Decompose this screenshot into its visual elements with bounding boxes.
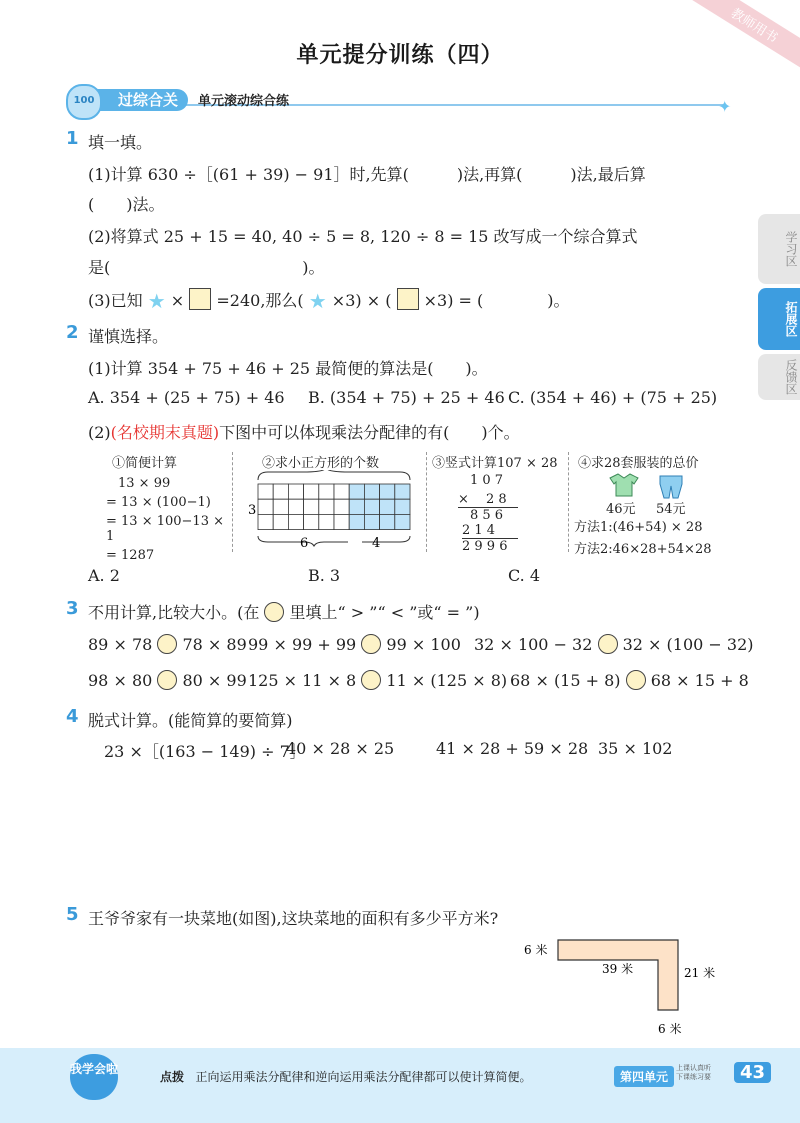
grid-square (273, 514, 288, 529)
figure-3-head: ③竖式计算107 × 28 (432, 456, 558, 471)
option-c: C. (354 + 46) + (75 + 25) (508, 388, 718, 407)
compare-right: 68 × 15 + 8 (650, 671, 749, 690)
grid-square (273, 499, 288, 514)
square-shape-icon (397, 288, 419, 310)
q2-line1: (1)计算 354 + 75 + 46 + 25 最简便的算法是( )。 (88, 359, 488, 378)
vertical-calc-row: 8 5 6 (470, 508, 504, 523)
compare-right: 80 × 99 (182, 671, 247, 690)
method-2: 方法2:46×28+54×28 (574, 542, 712, 557)
grid-square (304, 499, 319, 514)
method-1: 方法1:(46+54) × 28 (574, 520, 703, 535)
figure-3 (432, 452, 567, 554)
dim-top: 6 米 (524, 943, 548, 957)
vertical-calc-row: × 2 8 (458, 488, 518, 508)
grid-square (258, 499, 273, 514)
compare-left: 125 × 11 × 8 (248, 671, 357, 690)
unit-label: 第四单元 (614, 1066, 674, 1087)
grid-square (395, 499, 410, 514)
q3-title-b: 里填上“ > ”“ < ”或“ = ”) (289, 603, 480, 622)
q1-line3: (2)将算式 25 + 15 = 40, 40 ÷ 5 = 8, 120 ÷ 8 = 15 改写成一个综合算式 (88, 227, 638, 246)
grid-bottom-label: 6 (300, 536, 309, 550)
compare-left: 32 × 100 − 32 (474, 635, 593, 654)
question-number: 2 (66, 322, 79, 343)
q1-l5-text: =240,那么( (216, 291, 304, 310)
grid-square (258, 484, 273, 499)
q1-line5 (88, 288, 570, 313)
grid-square (288, 484, 303, 499)
calc-item: 40 × 28 × 25 (286, 739, 395, 758)
vertical-calc-row: 2 9 9 6 (462, 539, 508, 554)
q1-line4: 是( )。 (88, 258, 325, 277)
compare-item (474, 634, 754, 654)
compare-item (248, 634, 461, 654)
compare-left: 99 × 99 + 99 (248, 635, 357, 654)
compare-right: 78 × 89 (182, 635, 247, 654)
compare-item (88, 634, 247, 654)
grid-square (334, 484, 349, 499)
figure-1-head: ①简便计算 (112, 456, 178, 471)
compare-item (248, 670, 507, 690)
compare-left: 89 × 78 (88, 635, 153, 654)
figure-4-head: ④求28套服装的总价 (578, 456, 699, 471)
q1-line1: (1)计算 630 ÷［(61 + 39) − 91］时,先算( )法,再算( )法,最后算 (88, 165, 646, 184)
grid-square (380, 514, 395, 529)
grid-square (395, 484, 410, 499)
page-number: 43 (734, 1062, 771, 1083)
footer-small-text (676, 1064, 711, 1082)
price-1: 46元 (606, 502, 636, 517)
answer-a: A. 2 (88, 566, 120, 585)
calc-row: = 13 × (100−1) (106, 495, 211, 510)
corner-stamp: 教师用书 (676, 0, 800, 80)
exam-tag: (名校期末真题) (110, 423, 220, 442)
q1-l5-text: ×3) = ( )。 (423, 291, 570, 310)
answer-circle[interactable] (157, 670, 177, 690)
answer-circle[interactable] (598, 634, 618, 654)
section-subtitle: 单元滚动综合练 (198, 94, 290, 109)
tip-label: 点拨 (160, 1070, 185, 1084)
compare-right: 11 × (125 × 8) (386, 671, 508, 690)
calc-item: 23 ×［(163 − 149) ÷ 7］ (104, 742, 306, 761)
grid-square (334, 514, 349, 529)
compare-item (88, 670, 247, 690)
star-shape-icon: ★ (308, 289, 327, 313)
answer-b: B. 3 (308, 566, 341, 585)
answer-circle[interactable] (361, 634, 381, 654)
grid-square (395, 514, 410, 529)
grid-square (380, 499, 395, 514)
figure-2 (242, 452, 422, 471)
star-icon: ✦ (718, 97, 732, 116)
vertical-calc-row: 2 1 4 (462, 523, 518, 539)
question-number: 4 (66, 706, 79, 727)
page-title: 单元提分训练（四） (296, 43, 504, 68)
grid-square (258, 514, 273, 529)
calc-row: = 1287 (106, 548, 155, 563)
answer-circle[interactable] (157, 634, 177, 654)
grid-square (349, 514, 364, 529)
vertical-calc-row: 1 0 7 (470, 473, 504, 488)
compare-right: 32 × (100 − 32) (622, 635, 754, 654)
grid-square (334, 499, 349, 514)
grid-square (364, 514, 379, 529)
figure-2-head: ②求小正方形的个数 (262, 456, 380, 471)
q1-l5-text: ×3) × ( (331, 291, 392, 310)
grid-bottom-label: 4 (372, 536, 381, 550)
calc-item: 35 × 102 (598, 739, 673, 758)
answer-c: C. 4 (508, 566, 541, 585)
compare-left: 98 × 80 (88, 671, 153, 690)
calc-row: 13 × 99 (118, 476, 171, 491)
option-a: A. 354 + (25 + 75) + 46 (88, 388, 285, 407)
question-number: 5 (66, 904, 79, 925)
figure-1 (100, 452, 230, 563)
grid-square (319, 514, 334, 529)
grid-square (349, 484, 364, 499)
question-title: 谨慎选择。 (88, 327, 169, 346)
grid-square (273, 484, 288, 499)
divider (426, 452, 427, 552)
side-tab-feedback[interactable]: 反馈区 (758, 354, 800, 400)
answer-circle[interactable] (626, 670, 646, 690)
grid-square (288, 499, 303, 514)
square-grid (244, 470, 416, 550)
circle-shape-icon (264, 602, 284, 622)
question-title: 王爷爷家有一块菜地(如图),这块菜地的面积有多少平方米? (88, 909, 499, 928)
q2-sub-label: (2) (88, 423, 111, 442)
pants-icon (660, 476, 682, 498)
grid-side-label: 3 (248, 503, 257, 518)
grid-square (288, 514, 303, 529)
compare-left: 68 × (15 + 8) (510, 671, 621, 690)
compare-item (510, 670, 749, 690)
grid-square (380, 484, 395, 499)
grid-square (364, 484, 379, 499)
dim-bottom: 6 米 (658, 1022, 682, 1036)
divider (232, 452, 233, 552)
small-line: 上课认真听 (676, 1064, 711, 1072)
square-shape-icon (189, 288, 211, 310)
q2-line2-text: 下图中可以体现乘法分配律的有( )个。 (219, 423, 520, 442)
shirt-icon (610, 474, 638, 496)
calc-item: 41 × 28 + 59 × 28 (436, 739, 589, 758)
compare-right: 99 × 100 (386, 635, 461, 654)
section-badge: 过综合关 (82, 89, 188, 111)
side-tab-extend[interactable]: 拓展区 (758, 288, 800, 350)
star-shape-icon: ★ (147, 289, 166, 313)
question-number: 3 (66, 598, 79, 619)
q1-line2: ( )法。 (88, 195, 165, 214)
grid-square (319, 499, 334, 514)
footer-band (0, 1048, 800, 1123)
question-title: 脱式计算。(能简算的要简算) (88, 711, 293, 730)
question-title (88, 600, 480, 623)
times-sign: × (170, 291, 185, 310)
grid-square (304, 514, 319, 529)
tip-text: 正向运用乘法分配律和逆向运用乘法分配律都可以使计算简便。 (195, 1070, 532, 1084)
divider (568, 452, 569, 552)
footer-tip (160, 1068, 531, 1085)
footer-logo: 我学会啦 (70, 1054, 118, 1100)
grid-square (319, 484, 334, 499)
figure-4 (578, 452, 728, 471)
clothing-icons (606, 472, 696, 500)
grid-square (364, 499, 379, 514)
q1-l5-text: (3)已知 (88, 291, 143, 310)
question-title: 填一填。 (88, 133, 153, 152)
banner-logo: 100 (66, 84, 102, 120)
dim-height: 21 米 (684, 966, 716, 980)
answer-circle[interactable] (361, 670, 381, 690)
dim-length: 39 米 (602, 962, 634, 976)
calc-row: = 13 × 100−13 × 1 (106, 514, 224, 544)
option-b: B. (354 + 75) + 25 + 46 (308, 388, 505, 407)
price-2: 54元 (656, 502, 686, 517)
field-diagram (520, 930, 750, 1045)
grid-square (349, 499, 364, 514)
side-tab-study[interactable]: 学习区 (758, 214, 800, 284)
small-line: 下课练习要 (676, 1073, 711, 1081)
q2-line2 (88, 420, 520, 443)
q3-title-a: 不用计算,比较大小。(在 (88, 603, 260, 622)
grid-square (304, 484, 319, 499)
question-number: 1 (66, 128, 79, 149)
